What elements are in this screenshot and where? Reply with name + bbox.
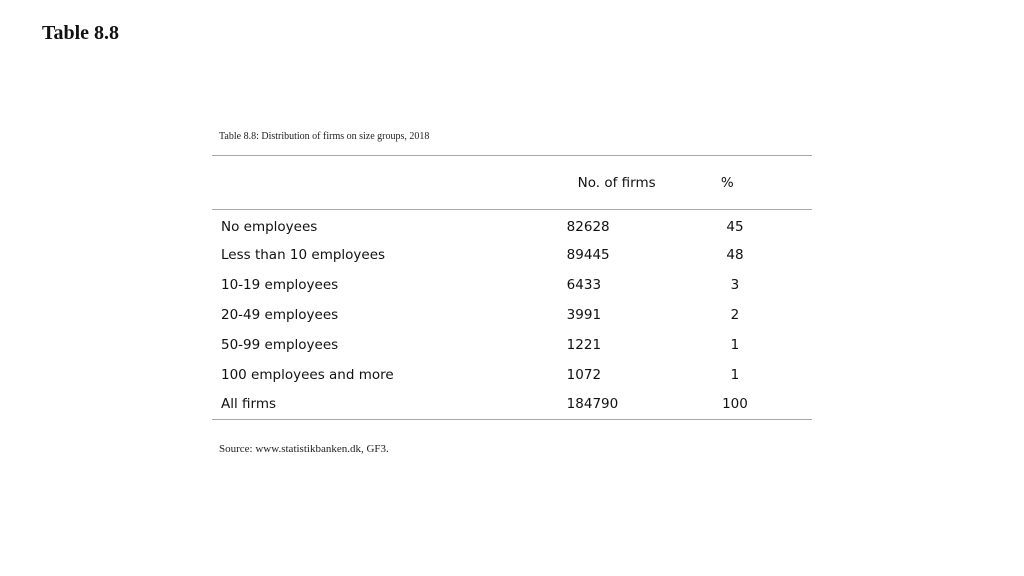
row-count: 1221 [566,336,602,353]
table-header-row [212,156,812,210]
row-label: No employees [221,218,318,235]
row-label: 20-49 employees [221,306,339,323]
row-count: 89445 [566,246,610,263]
row-percent: 2 [730,306,740,323]
row-count: 1072 [566,366,602,383]
row-label: 10-19 employees [221,276,339,293]
row-count: 184790 [567,390,698,420]
table-row [212,300,812,330]
row-percent: 3 [730,276,740,293]
table-caption: Table 8.8: Distribution of firms on size groups, 2018 [219,131,430,142]
row-count: 6433 [566,276,602,293]
row-percent: 48 [726,246,744,263]
table-row [212,240,812,270]
table-row [212,270,812,300]
table-row [212,210,812,240]
table-row [212,330,812,360]
row-percent: 45 [726,218,744,235]
firm-distribution-table [212,155,812,420]
header-percent: % [698,156,812,210]
row-label: All firms [212,390,567,420]
table-row-total [212,390,812,420]
table-container [212,155,812,420]
row-label: 50-99 employees [221,336,339,353]
row-label: 100 employees and more [221,366,394,383]
header-count: No. of firms [567,156,698,210]
row-count: 82628 [566,218,610,235]
row-count: 3991 [566,306,602,323]
slide-title: Table 8.8 [42,22,120,44]
row-percent: 1 [730,336,740,353]
row-percent: 1 [730,366,740,383]
header-label [212,156,567,210]
row-label: Less than 10 employees [221,246,386,263]
row-percent: 100 [698,390,812,420]
table-row [212,360,812,390]
table-source-note: Source: www.statistikbanken.dk, GF3. [219,443,389,455]
